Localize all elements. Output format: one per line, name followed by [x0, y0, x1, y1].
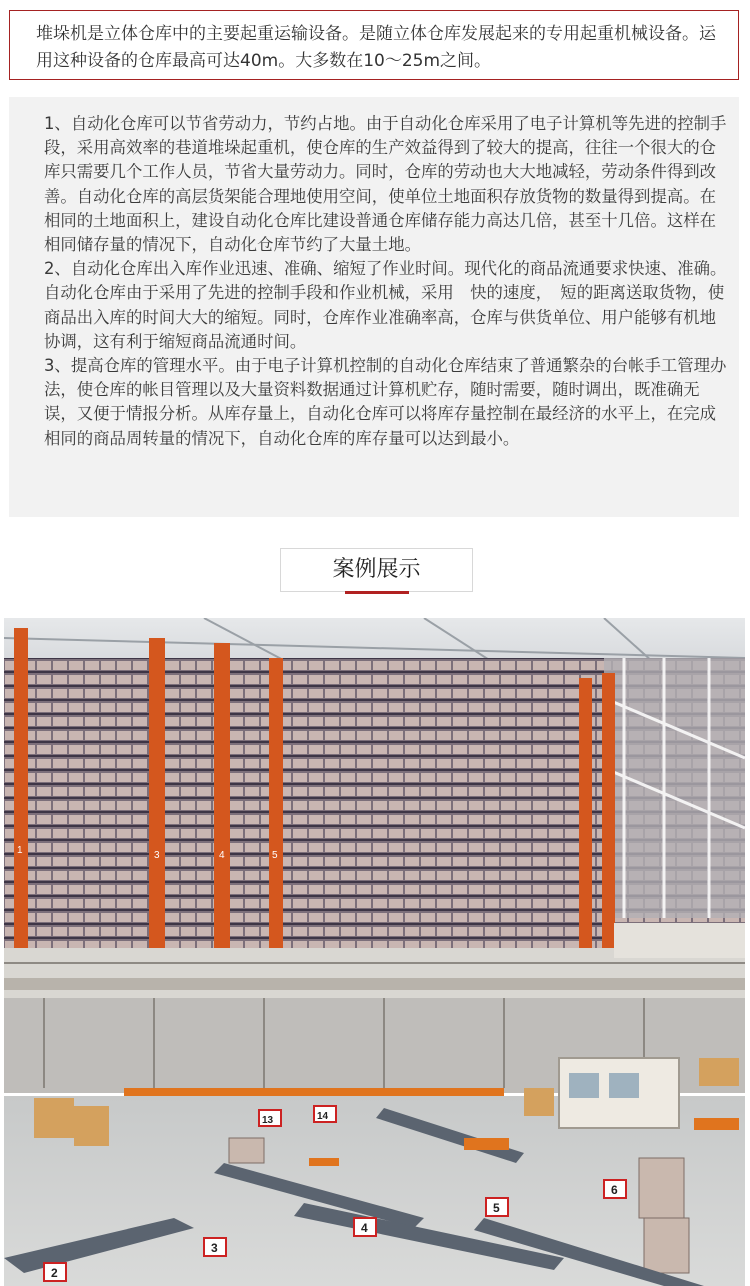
floor-sign-2: 2	[51, 1266, 58, 1280]
floor-sign-3: 3	[211, 1241, 218, 1255]
rack-label-5: 5	[272, 850, 278, 861]
intro-box	[9, 10, 739, 80]
feature-paragraph-3: 3、提高仓库的管理水平。由于电子计算机控制的自动化仓库结束了普通繁杂的台帐手工管理办法，使仓库的帐目管理以及大量资料数据通过计算机贮存，随时需要，随时调出，既准确无误，又便于情报分析。从库存量上，自动化仓库可以将库存量控制在最经济的水平上，在完成相同的商品周转量的情况下，自动化仓库的库存量可以达到最小。	[44, 356, 727, 448]
floor-sign-4: 4	[361, 1221, 368, 1235]
rack-label-1: 1	[17, 845, 23, 856]
section-title	[280, 548, 473, 592]
section-title-text: 案例展示	[332, 557, 421, 582]
rack-label-3: 3	[154, 850, 160, 861]
intro-text: 堆垛机是立体仓库中的主要起重运输设备。是随立体仓库发展起来的专用起重机械设备。运用这种设备的仓库最高可达40m。大多数在10～25m之间。	[36, 24, 716, 71]
floor-sign-13: 13	[262, 1115, 274, 1126]
feature-paragraph-1: 1、自动化仓库可以节省劳动力，节约占地。由于自动化仓库采用了电子计算机等先进的控制手段，采用高效率的巷道堆垛起重机，使仓库的生产效益得到了较大的提高，往往一个很大的仓库只需要几个工作人员，节省大量劳动力。同时，仓库的劳动也大大地减轻，劳动条件得到改善。自动化仓库的高层货架能合理地使用空间，使单位土地面积存放货物的数量得到提高。在相同的土地面积上，建设自动化仓库比建设普通仓库储存能力高达几倍，甚至十几倍。这样在相同储存量的情况下，自动化仓库节约了大量土地。	[44, 114, 727, 255]
section-title-underline	[345, 591, 409, 594]
rack-label-4: 4	[219, 850, 225, 861]
warehouse-photo	[4, 618, 745, 1286]
features-box	[9, 97, 739, 517]
floor-sign-14: 14	[317, 1111, 329, 1122]
floor-sign-6: 6	[611, 1183, 618, 1197]
feature-paragraph-2: 2、自动化仓库出入库作业迅速、准确、缩短了作业时间。现代化的商品流通要求快速、准确。自动化仓库由于采用了先进的控制手段和作业机械，采用 快的速度， 短的距离送取货物，使商品出入库的时间大大的缩短。同时，仓库作业准确率高，仓库与供货单位、用户能够有机地协调，这有利于缩短商品流通时间。	[44, 259, 727, 351]
floor-sign-5: 5	[493, 1201, 500, 1215]
